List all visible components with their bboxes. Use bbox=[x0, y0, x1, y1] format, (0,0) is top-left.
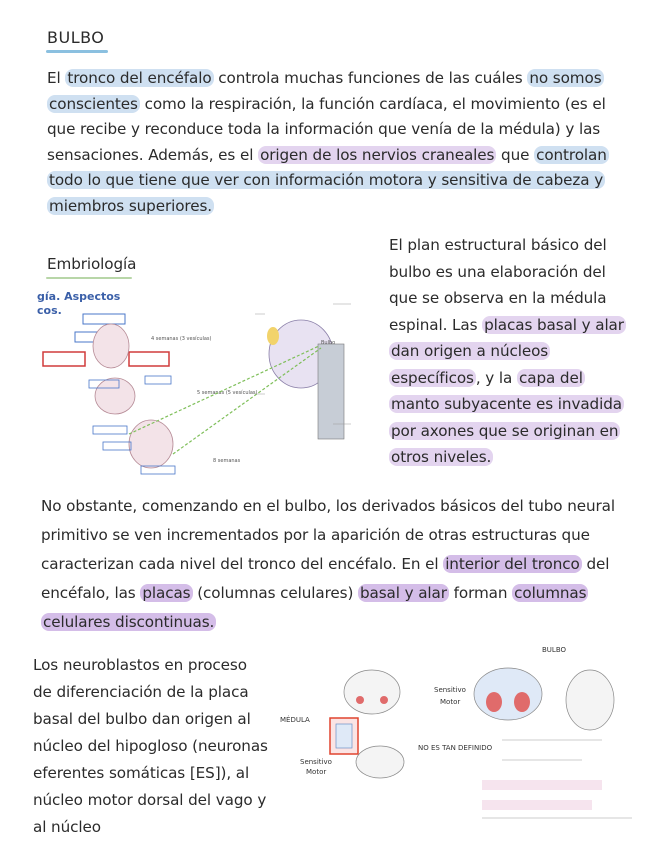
embryology-figure bbox=[33, 284, 378, 482]
medula-cross-section bbox=[356, 746, 404, 778]
brainstem-shape bbox=[318, 344, 344, 439]
label-bulbo: Bulbo bbox=[321, 340, 336, 346]
nucleus-red bbox=[514, 692, 530, 712]
highlight-basal-alar: basal y alar bbox=[360, 584, 447, 602]
intro-paragraph: El tronco del encéfalo controla muchas funciones de las cuáles no somos conscientes como la respiración, la función cardíaca, el movimiento (es el que recibe y reconduce toda la información que venía de la médula) y las sensaciones. Además, es el origen de los nervios craneales que controlan todo lo que tiene que ver con información motora y sensitiva de cabeza y miembros superiores. bbox=[47, 69, 607, 215]
highlight-placas: placas bbox=[142, 584, 191, 602]
motor-label-left: Motor bbox=[306, 768, 327, 776]
neuroblastos-paragraph: Los neuroblastos en proceso de diferenciación de la placa basal del bulbo dan origen al núcleo del hipogloso (neuronas eferentes somáticas [ES]), al núcleo motor dorsal del vago y al núcleo bbox=[33, 656, 268, 836]
obstante-paragraph: No obstante, comenzando en el bulbo, los derivados básicos del tubo neural primitivo se ven incrementados por la aparición de otras estructuras que caracterizan cada nivel del tronco del encéfalo. En el interior del tronco del encéfalo, las placas (columnas celulares) basal y alar forman columnas celulares discontinuas. bbox=[41, 497, 615, 631]
vesicle-shape bbox=[95, 378, 135, 414]
bulbo-medula-diagram bbox=[272, 640, 652, 830]
label-box bbox=[83, 314, 125, 324]
title-underline bbox=[46, 50, 108, 53]
vesicle-shape bbox=[129, 420, 173, 468]
sensitivo-label-right: Sensitivo bbox=[434, 686, 466, 694]
highlight-tronco: tronco del encéfalo bbox=[67, 69, 212, 87]
bulbo-medula-figure bbox=[272, 640, 652, 830]
caption-box bbox=[482, 800, 592, 810]
nucleus-red bbox=[380, 696, 388, 704]
label-4weeks: 4 semanas (3 vesículas) bbox=[151, 336, 212, 342]
bulbo-detail bbox=[566, 670, 614, 730]
medula-label: MÉDULA bbox=[280, 716, 310, 724]
label-5weeks: 5 semanas (5 vesículas) bbox=[197, 390, 258, 396]
label-box bbox=[145, 376, 171, 384]
highlight-placas-basal: placas basal y alar dan origen a núcleos específicos bbox=[391, 315, 624, 387]
bulbo-cross-section bbox=[474, 668, 542, 720]
vesicle-shape bbox=[93, 324, 129, 368]
figure1-title-2: cos. bbox=[37, 304, 62, 317]
page-title: BULBO bbox=[47, 28, 105, 47]
brain-yellow-region bbox=[267, 327, 279, 345]
highlight-box-red bbox=[129, 352, 169, 366]
subheading-embriologia: Embriología bbox=[47, 255, 137, 273]
label-box bbox=[93, 426, 127, 434]
bulbo-section bbox=[344, 670, 400, 714]
label-box bbox=[103, 442, 131, 450]
figure2-title: BULBO bbox=[542, 646, 567, 654]
note-label: NO ES TAN DEFINIDO bbox=[418, 744, 493, 752]
highlight-capa-manto: capa del manto subyacente es invadida por axones que se originan en otros niveles. bbox=[391, 368, 622, 466]
caption-box bbox=[482, 780, 602, 790]
embryology-diagram bbox=[33, 284, 378, 482]
medula-section bbox=[336, 724, 352, 748]
highlight-no-somos: no somos conscientes bbox=[49, 69, 602, 113]
highlight-box-red bbox=[43, 352, 85, 366]
nucleus-red bbox=[486, 692, 502, 712]
figure1-title-1: gía. Aspectos bbox=[37, 290, 121, 303]
sensitivo-label-left: Sensitivo bbox=[300, 758, 332, 766]
label-8weeks: 8 semanas bbox=[213, 458, 241, 464]
highlight-interior: interior del tronco bbox=[445, 555, 580, 573]
subheading-underline bbox=[46, 277, 132, 279]
highlight-nervios: origen de los nervios craneales bbox=[260, 145, 495, 164]
highlight-columnas: columnas celulares discontinuas. bbox=[43, 584, 587, 631]
nucleus-red bbox=[356, 696, 364, 704]
motor-label-right: Motor bbox=[440, 698, 461, 706]
highlight-controlan: controlan todo lo que tiene que ver con información motora y sensitiva de cabeza y miembros superiores. bbox=[49, 145, 607, 215]
plan-paragraph: El plan estructural básico del bulbo es una elaboración del que se observa en la médula espinal. Las placas basal y alar dan origen a núcleos específicos , y la capa del manto subyacente es invadida por axones que se originan en otros niveles. bbox=[389, 236, 624, 466]
